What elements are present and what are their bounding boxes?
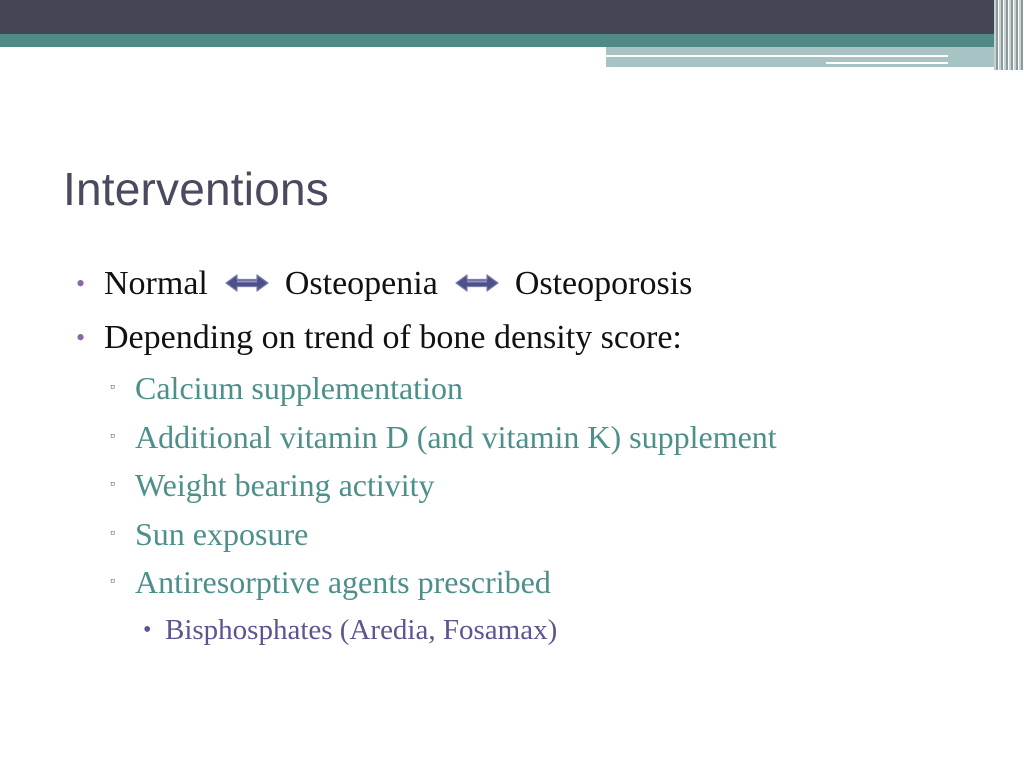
sub-bullet-item: [76, 364, 1006, 413]
sub-bullet-item: [76, 413, 1006, 462]
header-accent-line: [606, 55, 948, 57]
sub-bullet-text: Weight bearing activity: [135, 467, 435, 504]
bullet-icon: •: [76, 269, 86, 298]
header-teal-bar: [0, 34, 1024, 47]
square-bullet-icon: ▫: [110, 525, 115, 541]
sub-sub-bullet-text: Bisphosphates (Aredia, Fosamax): [165, 613, 558, 646]
sub-sub-bullet-item: [76, 607, 1006, 653]
square-bullet-icon: ▫: [110, 477, 115, 493]
double-arrow-icon: [225, 257, 269, 309]
bullet-text: Depending on trend of bone density score:: [104, 319, 682, 357]
bullet-item: [76, 258, 1006, 312]
sub-bullet-item: [76, 510, 1006, 559]
square-bullet-icon: ▫: [110, 574, 115, 590]
bullet-item: [76, 312, 1006, 364]
stage-normal: Normal: [104, 265, 208, 302]
stage-osteoporosis: Osteoporosis: [514, 265, 693, 302]
sub-bullet-text: Sun exposure: [135, 515, 309, 552]
sub-bullet-text: Additional vitamin D (and vitamin K) supplement: [135, 418, 777, 455]
sub-bullet-text: Calcium supplementation: [135, 370, 463, 407]
stage-osteopenia: Osteopenia: [284, 265, 438, 302]
double-arrow-icon: [455, 257, 499, 309]
dot-bullet-icon: •: [143, 616, 152, 643]
sub-bullet-text: Antiresorptive agents prescribed: [135, 564, 551, 601]
header-dark-bar: [0, 0, 1024, 34]
sub-bullet-item: [76, 558, 1006, 607]
slide-title: Interventions: [63, 163, 329, 215]
sub-bullet-item: [76, 461, 1006, 510]
square-bullet-icon: ▫: [110, 428, 115, 444]
header-accent-block: [606, 47, 1024, 67]
slide-body: [76, 258, 1006, 653]
square-bullet-icon: ▫: [110, 380, 115, 396]
header-accent-line: [826, 62, 948, 64]
bullet-icon: •: [76, 323, 86, 353]
header-stripes: [994, 0, 1024, 70]
